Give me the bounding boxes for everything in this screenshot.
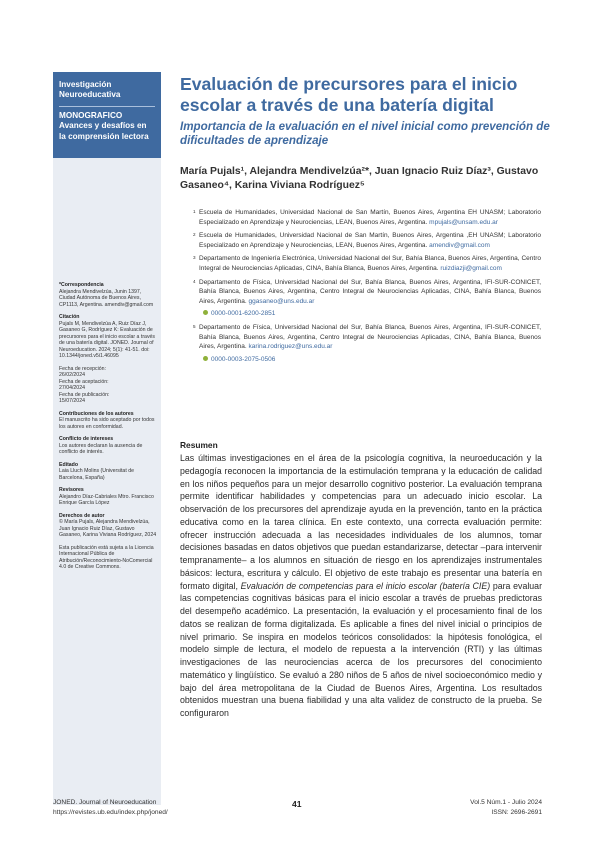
affiliation-number: 2 <box>193 232 196 238</box>
rights-block <box>59 513 158 539</box>
correspondence-heading: *Correspondencia <box>59 282 104 288</box>
page-number: 41 <box>292 799 302 809</box>
affiliation-number: 5 <box>193 323 196 329</box>
contributions-block <box>59 411 158 431</box>
published-date: 15/07/2024 <box>59 398 85 404</box>
article-subtitle: Importancia de la evaluación en el nivel inicial como prevención de dificultades de aprendizaje <box>180 120 550 147</box>
affiliation-text: Escuela de Humanidades, Universidad Nacional de San Martín, Buenos Aires, Argentina ,EH UNASM; Laboratorio Especializado en Aprendizaje y Neurociencias, LEAN, Buenos Aires, Argentina. <box>199 232 541 249</box>
received-date: 26/02/2024 <box>59 372 85 378</box>
email-link[interactable]: ruizdiazji@gmail.com <box>440 264 502 272</box>
accepted-date: 27/04/2024 <box>59 385 85 391</box>
author-list: María Pujals¹, Alejandra Mendivelzúa²*, Juan Ignacio Ruiz Díaz³, Gustavo Gasaneo⁴, Karina Viviana Rodríguez⁵ <box>180 166 539 191</box>
editor-text: Laia Lluch Molins (Universitat de Barcelona, España) <box>59 468 134 481</box>
affiliation-number: 1 <box>193 209 196 214</box>
affiliation-item <box>193 231 541 250</box>
orcid-link[interactable] <box>203 309 541 319</box>
published-label: Fecha de publicación: <box>59 391 110 398</box>
email-link[interactable]: amendiv@gmail.com <box>429 241 490 249</box>
conflict-text: Los autores declaran la ausencia de conflicto de interés. <box>59 442 143 455</box>
volume-info: Vol.5 Núm.1 - Julio 2024 <box>470 799 542 806</box>
orcid-icon <box>203 310 208 315</box>
orcid-icon <box>203 356 208 361</box>
affiliation-text: Departamento de Física, Universidad Nacional del Sur, Bahía Blanca, Buenos Aires, Argentina, IFI-SUR-CONICET, Bahía Blanca, Buenos Aires, Argentina, Centro Integral de Neurociencias Aplicadas, CINA, Bahía Blanca, Buenos Aires, Argentina. <box>199 323 541 351</box>
editor-block <box>59 462 158 482</box>
affiliation-number: 4 <box>193 278 196 284</box>
reviewers-block <box>59 487 158 507</box>
orcid-id: 0000-0003-2075-0506 <box>211 355 276 363</box>
rights-heading: Derechos de autor <box>59 512 105 519</box>
email-link[interactable]: karina.rodriguez@uns.edu.ar <box>248 343 333 351</box>
received-label: Fecha de recepción: <box>59 365 107 372</box>
affiliation-item <box>193 254 541 273</box>
journal-name: JONED. Journal of Neuroeducation <box>53 799 157 806</box>
abstract-heading: Resumen <box>180 440 218 450</box>
footer-journal <box>53 798 168 818</box>
orcid-link[interactable] <box>203 355 541 365</box>
reviewers-text: Alejandro Díaz-Cabriales Mtro. Francisco Enrique García López <box>59 493 154 506</box>
section-header <box>53 72 161 158</box>
monograph-subtitle: Avances y desafíos en la comprensión lectora <box>59 121 149 141</box>
affiliations <box>193 208 541 368</box>
citation-heading: Citación <box>59 314 80 320</box>
journal-url[interactable]: https://revistes.ub.edu/index.php/joned/ <box>53 809 168 816</box>
affiliation-item <box>193 323 541 364</box>
conflict-heading: Conflicto de intereses <box>59 436 114 442</box>
affiliation-item <box>193 208 541 227</box>
accepted-label: Fecha de aceptación: <box>59 378 109 385</box>
affiliation-text: Departamento de Física, Universidad Nacional del Sur, Bahía Blanca, Buenos Aires, Argentina, IFI-SUR-CONICET, Bahía Blanca, Buenos Aires, Argentina, Centro Integral de Neurociencias Aplicadas, CINA, Bahía Blanca, Buenos Aires, Argentina. <box>199 278 541 305</box>
abstract-part-2: para evaluar las competencias cognitivas básicas para el inicio escolar a través de pruebas predictoras del desempeño académico. La presentación, la evaluación y el procesamiento final de los datos se realizan de forma digitalizada. Es aplicable a fines del nivel inicial o principios de nivel primario. Se inspira en modelos teóricos consolidados: la hipótesis fonológica, el modelo simple de lectura, el modelo de repuesta a la intervención (RTI) y las últimas investigaciones de las neurociencias acerca de los precursores del conocimiento matemático y lingüístico. Se evaluó a 280 niños de 5 años de nivel socioeconómico medio y bajo del área metropolitana de la Ciudad de Buenos Aires, Argentina. Los resultados obtenidos muestran una buena fiabilidad y una alta validez de constructo de la prueba. Se configuraron <box>180 580 543 718</box>
license-text: Esta publicación está sujeta a la Licencia Internacional Pública de Atribución/Reconocimiento-NoComercial 4.0 de Creative Commons. <box>59 544 154 570</box>
affiliation-text: Escuela de Humanidades, Universidad Nacional de San Martín, Buenos Aires, Argentina EH UNASM; Laboratorio Especializado en Aprendizaje y Neurociencias, LEAN, Buenos Aires, Argentina. <box>199 209 541 226</box>
citation-text: Pujals M, Mendivelzúa A, Ruiz Díaz J, Gasaneo G, Rodríguez K: Evaluación de precursores para el inicio escolar a través de una batería digital. JONED. Journal of Neuroeducation. 2024; 5(1): 41-51. doi: 10.1344/joned.v5i1.46095 <box>59 320 156 359</box>
monograph-label: MONOGRAFICO <box>59 110 123 120</box>
affiliation-item <box>193 278 541 319</box>
contributions-text: El manuscrito ha sido aceptado por todos los autores en conformidad. <box>59 417 155 430</box>
affiliation-number: 3 <box>193 255 196 261</box>
section-divider <box>59 106 155 107</box>
dates-block <box>59 366 158 405</box>
section-name: Investigación Neuroeducativa <box>59 80 121 100</box>
article-metadata <box>59 282 158 577</box>
correspondence-block <box>59 282 158 308</box>
issn-info: ISSN: 2696-2691 <box>491 809 542 816</box>
conflict-block <box>59 436 158 456</box>
abstract-part-1: Las últimas investigaciones en el área de la psicología cognitiva, la neuroeducación y la pedagogía reconocen la importancia de la estimulación temprana y la educación de calidad en los niños pequeños para un mejor desarrollo cognitivo posterior. La evaluación temprana permite identificar habilidades y competencias para un adecuado inicio escolar. La observación de los precursores del aprendizaje ayuda en la prevención, tanto en la práctica educativa como en la tarea clínica. En este contexto, una correcta evaluación permite: ofrecer instrucción adecuada a las necesidades individuales de los alumnos, tomar decisiones basadas en datos objetivos que puedan estandarizarse, detectar –para intervenir tempranamente– a los alumnos en situación de riesgo en los aprendizajes instrumentales básicos: lectura, escritura y cálculo. El objetivo de este trabajo es presentar una batería en formato digital, <box>180 453 542 591</box>
rights-text: © María Pujals, Alejandra Mendivelzúa, Juan Ignacio Ruiz Díaz, Gustavo Gasaneo, Karina Viviana Rodríguez, 2024 <box>59 519 157 538</box>
article-title: Evaluación de precursores para el inicio escolar a través de una batería digital <box>180 74 518 115</box>
correspondence-text: Alejandra Mendivelzúa, Junin 1397, Ciudad Autónoma de Buenos Aires, CP1113, Argentina. amendiv@gmail.com <box>59 288 154 308</box>
editor-heading: Editado <box>59 461 79 468</box>
abstract-body <box>180 452 542 720</box>
contributions-heading: Contribuciones de los autores <box>59 410 134 417</box>
citation-block <box>59 314 158 360</box>
license-block <box>59 545 158 571</box>
email-link[interactable]: mpujals@unsam.edu.ar <box>429 218 498 226</box>
reviewers-heading: Revisores <box>59 487 84 493</box>
footer-issue <box>470 798 542 818</box>
orcid-id: 0000-0001-6200-2851 <box>211 310 276 318</box>
email-link[interactable]: ggasaneo@uns.edu.ar <box>248 297 315 305</box>
abstract-italic: Evaluación de competencias para el inicio escolar (batería CIE) <box>240 580 491 591</box>
affiliation-text: Departamento de Ingeniería Electrónica, Universidad Nacional del Sur, Bahía Blanca, Buenos Aires, Argentina, Centro Integral de Neurociencias Aplicadas, CINA, Bahía Blanca, Buenos Aires, Argentina. <box>199 255 541 272</box>
